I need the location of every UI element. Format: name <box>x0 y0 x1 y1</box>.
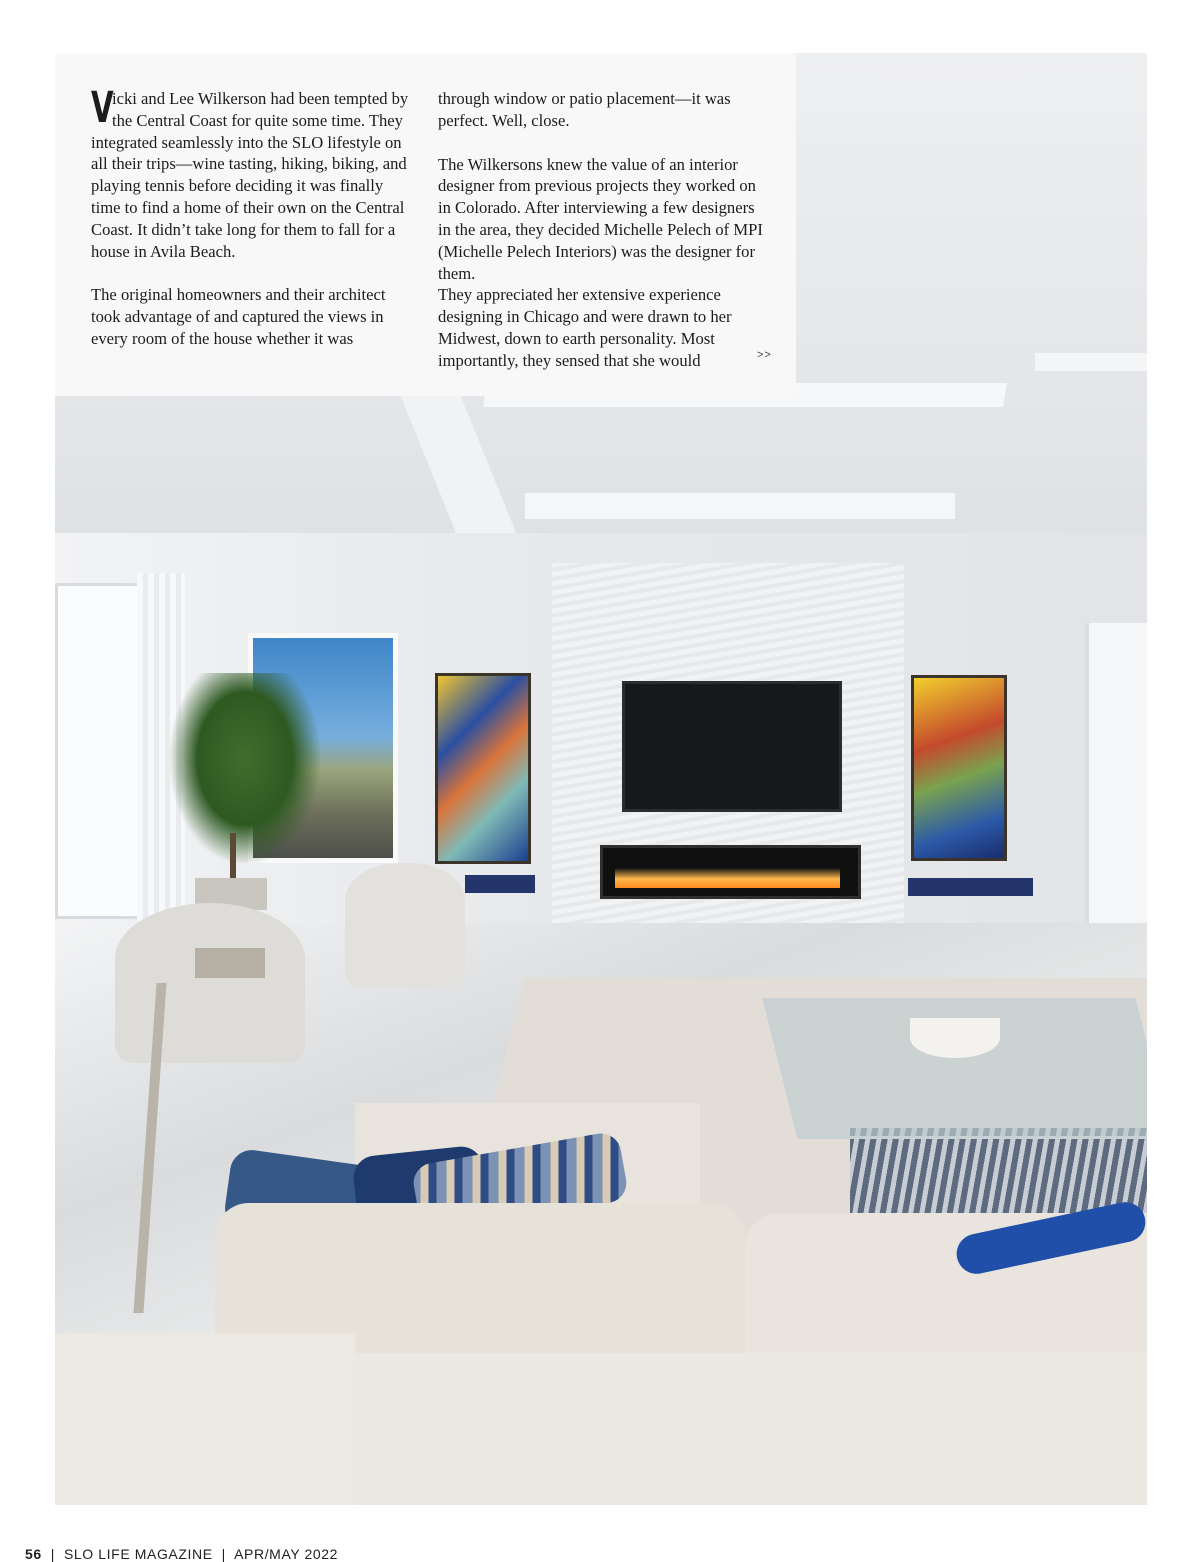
abstract-painting-left <box>435 673 531 864</box>
sofa-arm <box>55 1333 355 1505</box>
abstract-painting-right <box>911 675 1007 861</box>
bench <box>465 875 535 893</box>
window <box>55 583 146 919</box>
ceiling-beam <box>1035 353 1147 371</box>
footer-separator: | <box>41 1546 64 1562</box>
continue-marker: >> <box>757 349 772 361</box>
decorative-bowl <box>910 1018 1000 1058</box>
paragraph: They appreciated her extensive experience designing in Chicago and were drawn to her Midwest, down to earth personality. Most importantly, they sensed that she would <box>438 285 732 370</box>
article-column-left <box>91 83 416 350</box>
fireplace-flames <box>615 868 840 888</box>
doorway <box>1085 623 1147 953</box>
article-text-panel <box>55 53 796 396</box>
swivel-chair <box>115 903 305 1063</box>
paragraph-text: icki and Lee Wilkerson had been tempted by the Central Coast for quite some time. They integrated seamlessly into the SLO lifestyle on all their trips—wine tasting, hiking, biking, and playing tennis before deciding it was finally time to find a home of their own on the Central Coast. It didn’t take long for them to fall for a house in Avila Beach. <box>91 89 409 261</box>
potted-tree <box>170 673 320 863</box>
issue-date: APR/MAY 2022 <box>234 1546 339 1562</box>
article-column-right <box>438 88 763 372</box>
bench <box>908 878 1033 896</box>
ceiling-beam <box>525 493 955 519</box>
paragraph: The original homeowners and their architect took advantage of and captured the views in every room of the house whether it was <box>91 285 386 348</box>
paragraph: through window or patio placement—it was perfect. Well, close. <box>438 89 731 130</box>
drop-cap: V <box>91 83 114 133</box>
television <box>622 681 842 812</box>
lamp-shade <box>195 948 265 978</box>
footer-separator: | <box>212 1546 235 1562</box>
paragraph <box>91 83 416 262</box>
page-footer <box>25 1546 338 1562</box>
magazine-name: SLO LIFE MAGAZINE <box>63 1546 213 1562</box>
page-number: 56 <box>25 1546 42 1562</box>
swivel-chair <box>345 863 465 988</box>
paragraph: The Wilkersons knew the value of an interior designer from previous projects they worked on in Colorado. After interviewing a few designers in the area, they decided Michelle Pelech of MPI (Michelle Pelech Interiors) was the designer for them. <box>438 154 763 283</box>
